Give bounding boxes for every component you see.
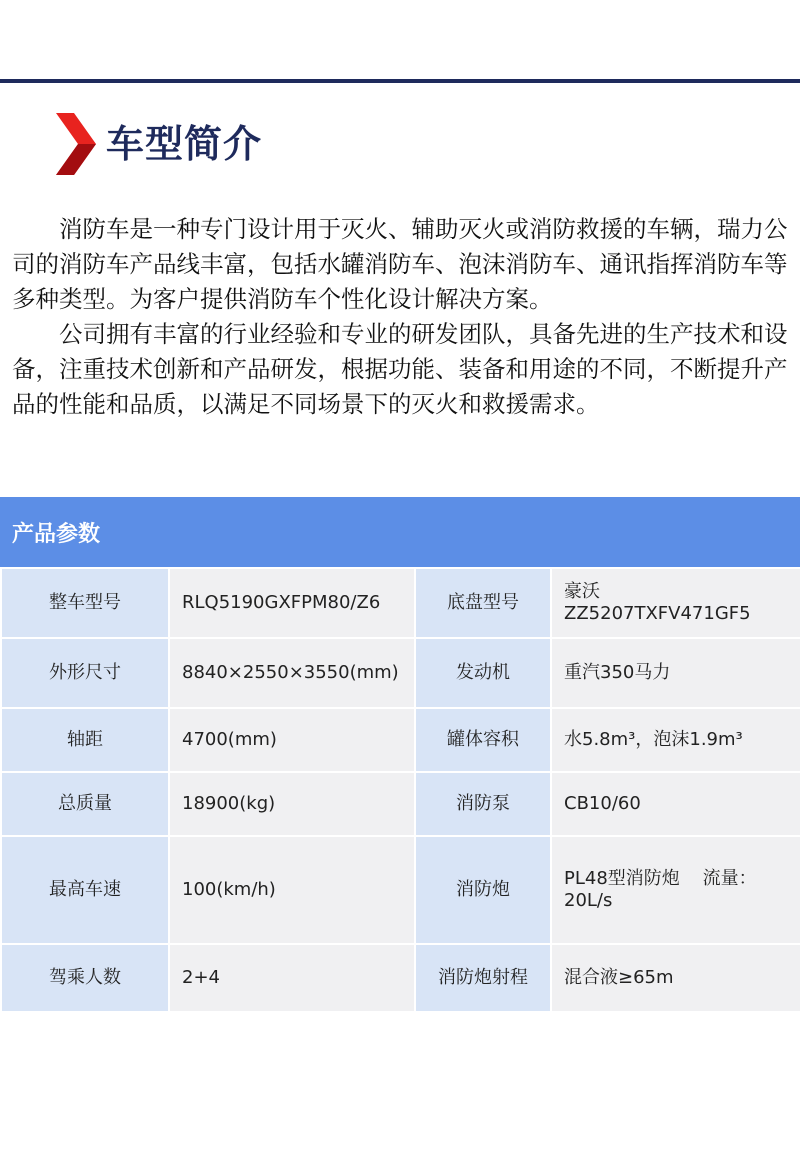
chevron-right-icon	[56, 113, 96, 175]
param-label: 消防泵	[415, 772, 551, 836]
param-label: 总质量	[1, 772, 169, 836]
section-title: 车型简介	[106, 122, 263, 166]
intro-paragraph: 消防车是一种专门设计用于灭火、辅助灭火或消防救援的车辆，瑞力公司的消防车产品线丰富，包括水罐消防车、泡沫消防车、通讯指挥消防车等多种类型。为客户提供消防车个性化设计解决方案。	[12, 215, 788, 313]
param-label: 消防炮射程	[415, 944, 551, 1012]
param-value: 8840×2550×3550(mm)	[169, 638, 415, 708]
table-row	[1, 708, 800, 772]
intro-text	[12, 212, 796, 422]
param-label: 罐体容积	[415, 708, 551, 772]
param-value: PL48型消防炮 流量： 20L/s	[551, 836, 800, 944]
param-label: 最高车速	[1, 836, 169, 944]
param-value: 18900(kg)	[169, 772, 415, 836]
top-divider	[0, 79, 800, 83]
param-label: 驾乘人数	[1, 944, 169, 1012]
section-header	[56, 112, 262, 176]
params-table	[0, 567, 800, 1013]
params-header-bar	[0, 497, 800, 567]
param-value: 重汽350马力	[551, 638, 800, 708]
table-row	[1, 836, 800, 944]
param-label: 消防炮	[415, 836, 551, 944]
table-row	[1, 944, 800, 1012]
table-row	[1, 772, 800, 836]
param-value: 豪沃 ZZ5207TXFV471GF5	[551, 568, 800, 638]
param-label: 外形尺寸	[1, 638, 169, 708]
param-label: 底盘型号	[415, 568, 551, 638]
table-row	[1, 568, 800, 638]
param-value: RLQ5190GXFPM80/Z6	[169, 568, 415, 638]
param-value: 水5.8m³，泡沫1.9m³	[551, 708, 800, 772]
param-label: 整车型号	[1, 568, 169, 638]
param-value: 混合液≥65m	[551, 944, 800, 1012]
param-value: CB10/60	[551, 772, 800, 836]
param-value: 2+4	[169, 944, 415, 1012]
param-value: 4700(mm)	[169, 708, 415, 772]
intro-paragraph: 公司拥有丰富的行业经验和专业的研发团队，具备先进的生产技术和设备，注重技术创新和产品研发，根据功能、装备和用途的不同，不断提升产品的性能和品质，以满足不同场景下的灭火和救援需求。	[12, 320, 788, 418]
table-row	[1, 638, 800, 708]
param-label: 轴距	[1, 708, 169, 772]
params-title: 产品参数	[12, 521, 101, 547]
param-value: 100(km/h)	[169, 836, 415, 944]
param-label: 发动机	[415, 638, 551, 708]
